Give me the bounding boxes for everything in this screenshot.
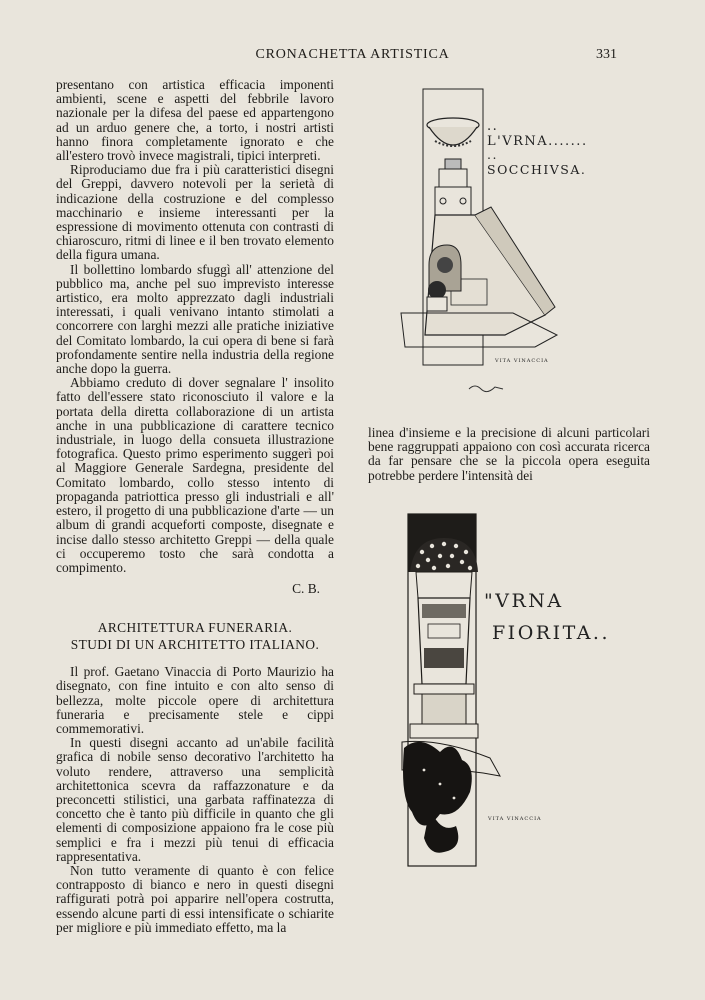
section-heading-line: ARCHITETTURA FUNERARIA. (97, 620, 293, 636)
author-signature: C. B. (292, 581, 320, 597)
right-column (368, 426, 650, 483)
figure-urna-fiorita (400, 508, 610, 878)
running-title: CRONACHETTA ARTISTICA (255, 47, 450, 62)
section-body (56, 665, 334, 935)
urna-fiorita-drawing (400, 508, 610, 878)
left-column (56, 78, 334, 935)
paragraph: Abbiamo creduto di dover segnalare l' insolito fatto dell'essere stato riconosciuto il valore e la portata della diretta collaborazione di un artista anche in una pubblicazione di carattere tecnico industriale, in luogo della consueta illustrazione fotografica. Questo primo esperimento suggerì poi al Maggiore Generale Sardegna, presidente del Comitato lombardo, collo stesso intento di propaganda patriottica presso gli industriali e all' estero, il progetto di una pubblicazione d'arte — un album di grandi acqueforti composte, disegnate e incise dallo stesso architetto Greppi — della quale ci occuperemo tosto che sarà condotta a compimento. (56, 375, 334, 575)
paragraph: Non tutto veramente di quanto è con felice contrapposto di bianco e nero in questi disegni raffigurati potrà poi apparire nell'opera costrutta, essendo alcune parti di essi intensificate o schiarite per migliore e più immediato effetto, ma la (56, 862, 334, 935)
figure1-artist-credit: VITA VINACCIA (495, 358, 549, 364)
figure2-caption-line1: "VRNA (484, 590, 564, 612)
paragraph: linea d'insieme e la precisione di alcuni particolari bene raggruppati appaiono con così accurata ricerca da far pensare che se la piccola opera eseguita potrebbe perdere l'intensità dei (368, 425, 650, 483)
figure1-caption-line1: .. L'VRNA....... (487, 119, 588, 149)
paragraph: Il prof. Gaetano Vinaccia di Porto Maurizio ha disegnato, con fine intuito e con alto senso di bellezza, molte piccole opere di architettura funeraria e precisamente stele e cippi commemorativi. (56, 664, 334, 736)
paragraph: In questi disegni accanto ad un'abile facilità grafica di nobile senso decorativo l'architetto ha voluto rendere, attraverso una semplicità architettonica scevra da raffazzonature e da preconcetti stilistici, una garbata raffinatezza di concetto che è tanto più difficile in quanto che gli elementi di composizione appaiono fra le cose più semplici e fra i mezzi più tenui di efficacia rappresentativa. (56, 735, 334, 864)
figure-urna-socchiusa (395, 85, 588, 415)
figure2-caption-line2: FIORITA.. (492, 622, 611, 644)
paragraph: Riproduciamo due fra i più caratteristici disegni del Greppi, davvero notevoli per la serietà di indicazione della costruzione e del complesso macchinario e insieme interessanti per la espressione di movimento ottenuta con contrasti di chiaroscuro, ritmi di linee e il ben trovato elemento della figura umana. (56, 162, 334, 263)
figure2-artist-credit: VITA VINACCIA (488, 816, 542, 822)
paragraph: presentano con artistica efficacia imponenti ambienti, scene e aspetti del febbrile lavoro nazionale per la difesa del paese ed appartengono ad un arduo genere che, a torto, i nostri artisti hanno finora completamente ignorato e che all'estero trovò invece magistrali, tipici interpreti. (56, 77, 334, 164)
section-heading-line: STUDI DI UN ARCHITETTO ITALIANO. (70, 637, 320, 653)
page-number: 331 (596, 47, 617, 62)
section-heading (56, 619, 334, 653)
paragraph: Il bollettino lombardo sfuggì all' attenzione del pubblico ma, anche pel suo imprevisto interesse artistico, era molto apprezzato dagli industriali interessati, i quali venivano intanto stimolati a concorrere con larghi mezzi alle pratiche iniziative del Comitato lombardo, la cui opera di bene si farà profondamente sentire nella industria della regione anche dopo la guerra. (56, 261, 334, 377)
figure1-caption-line2: .. SOCCHIVSA. (487, 147, 587, 177)
